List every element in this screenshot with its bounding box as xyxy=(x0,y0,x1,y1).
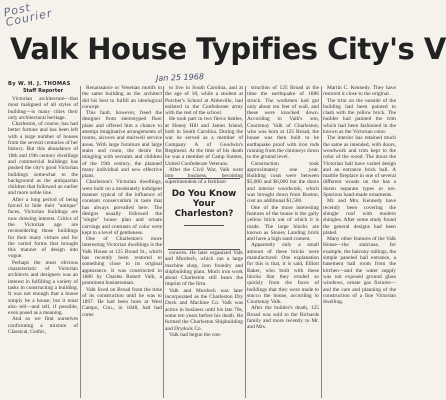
paragraph: Many other features of the Valk House—the staircase, for example, the balcony railings, the simple paneled hall entrance, a basement hall room from the kitchen—and the water supply was not exposed ground glass windows, ornate gas fixtures—and the care and planning of the construction of a fine Victorian dwelling. xyxy=(323,236,396,306)
article-column-3 xyxy=(165,85,243,186)
byline xyxy=(8,81,78,94)
paragraph: Victorian architecture—that most maligned of all styles of building—is many cities their only architectural heritage. xyxy=(8,96,78,121)
paragraph: concern. He later organized Valk and Murdoch, which ran a large machine shop, iron foundry and shipbuilding plant. Much iron work about Charleston still bears the imprint of the firm. xyxy=(165,250,243,288)
paragraph: Valk had begun the con- xyxy=(169,331,222,338)
column-rule xyxy=(163,86,164,398)
paragraph: Martin C. Kennedy. They have restored it close to the original. xyxy=(323,85,396,98)
column-rule xyxy=(245,86,246,398)
paragraph: And so we find ourselves confronting a mixture of Classical, Gothic, xyxy=(8,316,78,335)
paragraph: He took part in two fierce battles, at Honey Hill and James Island, both in South Carolina. During the war he served as a member of Company A of Goodwin's Regiment. At the time of his death he was a member of Camp Sumter, United Confederate Veterans. xyxy=(165,116,243,167)
paragraph: The interior has retained much the same as intended, with doors, woodwork and trim kept to the color of the wood. The doors the Victorian hall have varied design and an entrance brick hall. A marble fireplace in one of several different woods on the has a dozen separate types or ure. Spurious hand-made ornaments. xyxy=(323,135,396,199)
paragraph: Construction took approximately one year. Building costs were between $5,000 and $6,000 but the doors and interior woodwork, which was brought down from Boston, cost an additional $1,500. xyxy=(247,160,319,205)
paragraph: Apparently only a small amount of these bricks were manufactured. One explanation for this is that, it is said, Elliott Baker, who built with these blocks that they eroded so quickly from the faces of buildings that they were made to stucco the house, according to Courtenay Valk. xyxy=(247,242,319,306)
paragraph: The trim on the outside of the building had been painted to clash with the yellow brick. The builder had painted the trim which had been fashioned in the known as the Victorian color. xyxy=(323,97,396,136)
paragraph: One of the more interesting features of the house is the gaily yellow brick out of which it is made. The large blocks are known as Stoney Landing brick and have a high sand content. xyxy=(247,204,319,243)
sidebar-divider xyxy=(184,225,224,226)
paragraph: After the builder's death, 125 Broad was sold to the Richards family and more recently to Mr. and Mrs. xyxy=(247,305,319,331)
article-column-1 xyxy=(8,96,78,398)
paragraph: Charleston, of course, has had better fortune and has been left with a large number of houses from the several centuries of her history. But this abundance of 18th and 19th century dwellings and commercial buildings has pushed the city's good Victorian buildings somewhat to the background as the antiquarian children that followed an earlier and more noble line. xyxy=(8,121,78,197)
paragraph: Valk and Murdoch was later incorporated as the Charleston Dry Dock and Machine Co. Valk was active in business until his late 70s, some ten years before his death. He formed the Charleston Shipbuilding and Drydock Co. xyxy=(165,287,243,332)
sidebar-box xyxy=(168,178,240,250)
paragraph: Valk lived on Broad from the time of its construction until he was to 1897. He had been born at West Campo, Con., in 1848, had had come xyxy=(82,286,162,318)
handwritten-date-note: Jan 25 1968 xyxy=(155,72,205,83)
paragraph: One of Charleston's more interesting Victorian dwellings is the Valk House at 125 Broad St., which has recently been restored to something close to its original appearance. It was constructed in 1886 by Charles Robert Valk, a prominent businessman. xyxy=(82,236,162,287)
article-column-2 xyxy=(82,85,162,398)
article-column-3-continued xyxy=(165,250,243,398)
headline: Valk House Typifies City's V xyxy=(10,32,446,66)
column-rule xyxy=(321,86,322,398)
byline-name: By W. H. J. THOMAS xyxy=(8,81,71,87)
paragraph: struction of 125 Broad at the time the earthquake of 1886 struck. The workmen had got only about ten feet of wall, and these were knocked down. According to Valk's son, Courtenay Valk of Charleston, who was born at 125 Broad, the house was then built to be earthquake proof with iron rods running from the chimneys down to the ground level. xyxy=(247,85,319,161)
paragraph: After the Civil War, Valk went into business, becoming superintendent of a fertilizer xyxy=(165,166,243,186)
sidebar-title: Do You Know Your Charleston? xyxy=(171,189,237,219)
paragraph: After a long period of being forced to hide their "antique" faces, Victorian buildings are now drawing interest. Critics of the Victorian age are reconsidering those buildings for their many virtues and for the varied forms that brought this manner of design into vogue. xyxy=(8,196,78,260)
paragraph: Mr. and Mrs. Kennedy have recently been covering the shingle roof with modern shingles. After some study found the general designs had been plated. xyxy=(323,198,396,236)
paragraph: Perhaps the most obvious characteristic of Victorian architects and designers was an interest in fulfilling a variety of tasks in constructing a building. It was not enough that a house simply be a house; but it must also tell—and tell, if possible, even posed as a meaning. xyxy=(8,259,78,317)
article-column-5 xyxy=(323,85,396,398)
paragraph: to live in South Carolina, and at the age of 18, while a student at Porcher's School at Abbeville, had enlisted in the Confederate army with the rest of the school. xyxy=(165,85,243,117)
paragraph: Renaissance or Venetian motifs in the same building as the architect did his best to fulfill an ideological concept. xyxy=(82,85,162,110)
article-column-4 xyxy=(247,85,319,398)
paragraph: This fault, however, freed the designer from stereotyped floor plans and offered him a chance to attempt imaginative arrangements of rooms, alcoves and stairwell service areas. With large furniture and large stairs and room, the desire for mingling with servants and children of the 19th century, the planned many individual and new effective plans. xyxy=(82,110,162,180)
paragraph: Charleston's Victorian dwellings, were built on a moderately indulgent manner typical of the influence of constant conservatism in taste that has always prevailed here. The designs usually followed the "single" house plan and ornate carvings and contrasts of color were kept to a level of gentleness. xyxy=(82,179,162,236)
column-rule xyxy=(80,86,81,398)
byline-role: Staff Reporter xyxy=(22,88,64,94)
handwritten-margin-note: Post Courier xyxy=(2,0,54,30)
